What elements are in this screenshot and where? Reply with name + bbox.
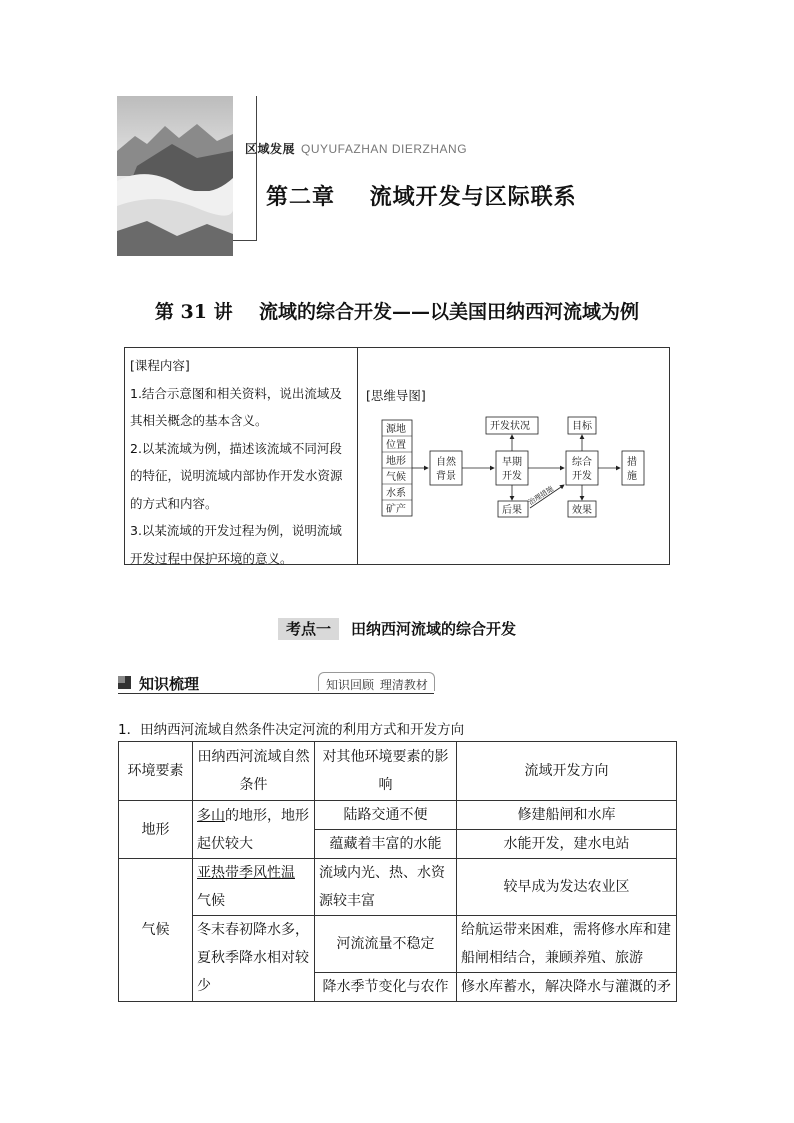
section-kicker [245, 140, 467, 157]
condition-cell: 冬末春初降水多，夏秋季降水相对较少 [193, 916, 315, 1002]
underlined-text: 亚热带季风性温 [197, 865, 295, 881]
condition-cell [193, 859, 315, 916]
knowledge-title: 知识梳理 [139, 675, 200, 693]
factor-label: 气候 [386, 472, 406, 483]
impact-cell: 流域内光、热、水资源较丰富 [315, 859, 457, 916]
natural-bg-label: 背景 [436, 471, 456, 482]
natural-bg-label: 自然 [436, 457, 456, 468]
table-header: 环境要素 [119, 742, 193, 801]
dev-status-label: 开发状况 [490, 421, 530, 432]
factor-label: 源地 [386, 424, 406, 435]
condition-text: 气候 [197, 893, 225, 909]
element-cell: 气候 [119, 859, 193, 1002]
integrated-dev-label: 综合 [572, 457, 592, 468]
impact-cell: 河流流量不稳定 [315, 916, 457, 973]
integrated-dev-label: 开发 [572, 471, 592, 482]
environment-table [118, 741, 677, 1002]
condition-cell [193, 801, 315, 859]
course-content [130, 352, 354, 572]
impact-cell: 降水季节变化与农作 [315, 973, 457, 1002]
knowledge-rule [118, 693, 434, 694]
mind-map-diagram [370, 405, 660, 525]
direction-cell: 修建船闸和水库 [457, 801, 677, 830]
impact-cell: 陆路交通不便 [315, 801, 457, 830]
course-item: 2.以某流域为例，描述该流域不同河段的特征，说明流域内部协作开发水资源的方式和内容。 [130, 440, 343, 511]
table-row [119, 801, 677, 830]
condition-text: 的地形，地形起伏较大 [197, 807, 309, 852]
direction-cell: 修水库蓄水，解决降水与灌溉的矛 [457, 973, 677, 1002]
exam-point-tag: 考点一 [278, 618, 339, 640]
chapter-title: 第二章 流域开发与区际联系 [266, 185, 577, 210]
early-dev-label: 开发 [502, 471, 522, 482]
factor-label: 地形 [386, 456, 406, 467]
table-header-row [119, 742, 677, 801]
consequence-label: 后果 [502, 505, 522, 516]
mind-map-label: [思维导图] [366, 388, 426, 403]
effect-label: 效果 [572, 505, 592, 516]
mountain-photo [117, 96, 233, 256]
goal-label: 目标 [572, 421, 592, 432]
factor-label: 水系 [386, 488, 406, 499]
course-item: 3.以某流域的开发过程为例，说明流域开发过程中保护环境的意义。 [130, 523, 342, 566]
section-square-icon [118, 676, 131, 689]
overview-divider [357, 347, 358, 565]
table-row [119, 859, 677, 916]
direction-cell: 水能开发，建水电站 [457, 830, 677, 859]
factor-label: 矿产 [386, 504, 406, 515]
direction-cell: 给航运带来困难，需将修水库和建船闸相结合，兼顾养殖、旅游 [457, 916, 677, 973]
table-header: 对其他环境要素的影响 [315, 742, 457, 801]
underlined-text: 多山 [197, 807, 225, 824]
exam-point-heading [0, 618, 794, 639]
kicker-cn: 区域发展 [245, 142, 296, 156]
factor-label: 位置 [386, 440, 406, 451]
table-row [119, 916, 677, 973]
table-header: 流域开发方向 [457, 742, 677, 801]
lesson-title: 第 31 讲 流域的综合开发——以美国田纳西河流域为例 [154, 301, 640, 323]
kicker-en: QUYUFAZHAN DIERZHANG [301, 142, 468, 156]
early-dev-label: 早期 [502, 457, 522, 468]
governance-label: 治理措施 [527, 484, 555, 507]
exam-point-title: 田纳西河流域的综合开发 [351, 620, 517, 638]
measures-label: 措 [627, 457, 637, 468]
knowledge-subtitle: 知识回顾 理清教材 [326, 678, 428, 692]
item-heading: 1．田纳西河流域自然条件决定河流的利用方式和开发方向 [118, 722, 465, 738]
element-cell: 地形 [119, 801, 193, 859]
table-header: 田纳西河流域自然条件 [193, 742, 315, 801]
course-label: [课程内容] [130, 358, 190, 373]
direction-cell: 较早成为发达农业区 [457, 859, 677, 916]
impact-cell: 蕴藏着丰富的水能 [315, 830, 457, 859]
course-item: 1.结合示意图和相关资料，说出流域及其相关概念的基本含义。 [130, 385, 342, 428]
measures-label: 施 [627, 471, 637, 482]
